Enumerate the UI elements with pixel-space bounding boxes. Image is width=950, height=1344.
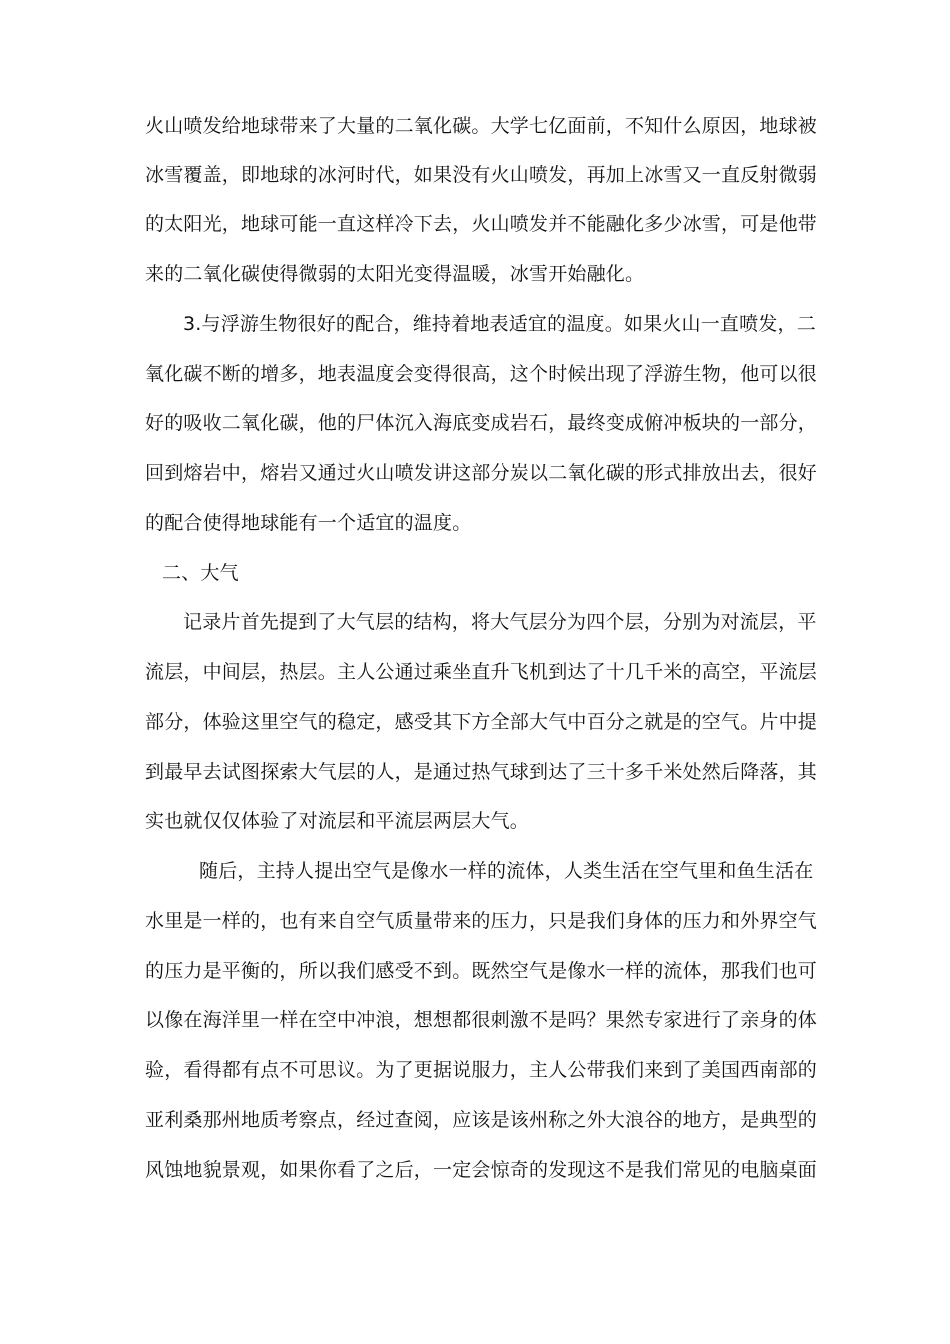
text-line: 实也就仅仅体验了对流层和平流层两层大气。 [145, 810, 530, 832]
section-heading: 二、大气 [162, 562, 239, 584]
text-line: 冰雪覆盖，即地球的冰河时代，如果没有火山喷发，再加上冰雪又一直反射微弱 [145, 164, 818, 186]
text-line: 亚利桑那州地质考察点，经过查阅，应该是该州称之外大浪谷的地方，是典型的 [145, 1109, 818, 1131]
text-line: 随后，主持人提出空气是像水一样的流体，人类生活在空气里和鱼生活在 [199, 860, 814, 882]
text-line: 记录片首先提到了大气层的结构，将大气层分为四个层，分别为对流层，平 [183, 611, 817, 633]
text-line: 部分，体验这里空气的稳定，感受其下方全部大气中百分之就是的空气。片中提 [145, 711, 818, 733]
text-line: 火山喷发给地球带来了大量的二氧化碳。大学七亿面前，不知什么原因，地球被 [145, 115, 818, 137]
text-line: 水里是一样的，也有来自空气质量带来的压力，只是我们身体的压力和外界空气 [145, 910, 818, 932]
text-line: 的压力是平衡的，所以我们感受不到。既然空气是像水一样的流体，那我们也可 [145, 960, 818, 982]
text-line: 氧化碳不断的增多，地表温度会变得很高，这个时候出现了浮游生物，他可以很 [145, 363, 818, 385]
text-line: 的太阳光，地球可能一直这样冷下去，火山喷发并不能融化多少冰雪，可是他带 [145, 213, 818, 235]
text-line: 回到熔岩中，熔岩又通过火山喷发讲这部分炭以二氧化碳的形式排放出去，很好 [145, 462, 818, 484]
text-line: 3.与浮游生物很好的配合，维持着地表适宜的温度。如果火山一直喷发，二 [183, 313, 816, 335]
text-line: 以像在海洋里一样在空中冲浪，想想都很刺激不是吗？果然专家进行了亲身的体 [145, 1009, 818, 1031]
text-line: 流层，中间层，热层。主人公通过乘坐直升飞机到达了十几千米的高空，平流层 [145, 661, 818, 683]
text-line: 的配合使得地球能有一个适宜的温度。 [145, 512, 472, 534]
text-line: 风蚀地貌景观，如果你看了之后，一定会惊奇的发现这不是我们常见的电脑桌面 [145, 1159, 818, 1181]
text-line: 来的二氧化碳使得微弱的太阳光变得温暖，冰雪开始融化。 [145, 263, 645, 285]
text-line: 好的吸收二氧化碳，他的尸体沉入海底变成岩石，最终变成俯冲板块的一部分， [145, 412, 818, 434]
text-line: 到最早去试图探索大气层的人，是通过热气球到达了三十多千米处然后降落，其 [145, 761, 818, 783]
text-line: 验，看得都有点不可思议。为了更据说服力，主人公带我们来到了美国西南部的 [145, 1059, 818, 1081]
